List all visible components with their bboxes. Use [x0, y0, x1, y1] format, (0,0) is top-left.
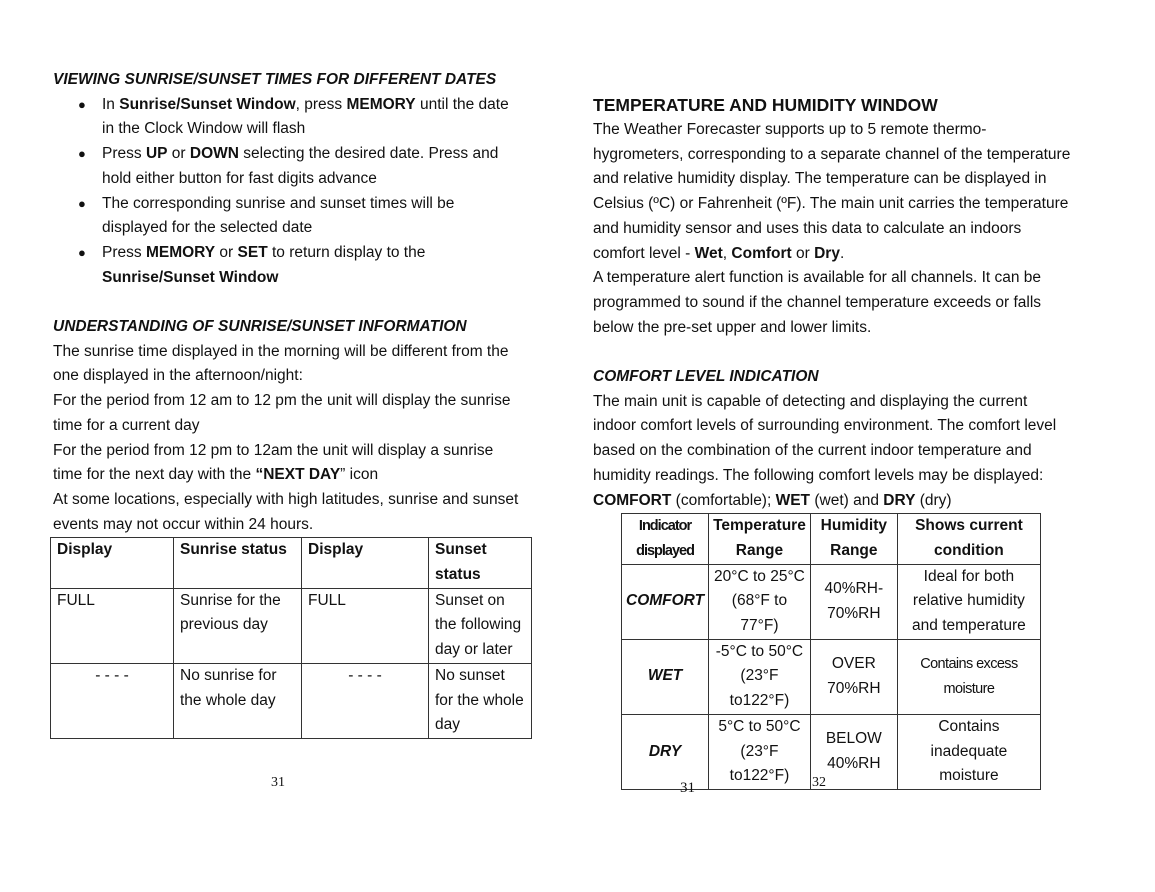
table-cell: - - - -	[51, 663, 174, 738]
table-cell: DRY	[622, 714, 709, 789]
text: until the date in the Clock Window will flash	[102, 95, 509, 138]
text: to return display to the	[267, 243, 426, 261]
table-cell: Sunset on the following day or later	[429, 588, 532, 663]
bold-text: Wet	[694, 244, 723, 262]
table-cell: OVER 70%RH	[810, 639, 897, 714]
bold-text: SET	[237, 243, 268, 261]
bold-text: UP	[145, 145, 168, 163]
table-row	[622, 639, 1041, 714]
bold-text: Sunrise/Sunset Window	[119, 95, 296, 113]
text: The corresponding sunrise and sunset times will be displayed for the selected date	[102, 194, 455, 237]
paragraph	[593, 118, 1073, 266]
section-heading-comfort: COMFORT LEVEL INDICATION	[593, 368, 819, 386]
text: (comfortable);	[671, 491, 776, 509]
bold-text: Comfort	[731, 244, 792, 262]
table-cell: Contains inadequate moisture	[897, 714, 1040, 789]
right-page	[593, 92, 1073, 790]
bullet-icon: ●	[78, 96, 86, 112]
column-header: Humidity Range	[810, 514, 897, 564]
list-item	[78, 93, 523, 142]
page-number-left: 31	[271, 775, 285, 790]
column-header: Indicator displayed	[622, 514, 709, 564]
table-cell: FULL	[302, 588, 429, 663]
column-header: Display	[51, 538, 174, 588]
comfort-level-table	[621, 513, 1041, 790]
text: or	[167, 145, 190, 163]
bold-text: Dry	[814, 244, 840, 262]
text: (wet) and	[810, 491, 884, 509]
table-cell: FULL	[51, 588, 174, 663]
column-header: Sunset status	[429, 538, 532, 588]
column-header: Display	[302, 538, 429, 588]
bold-text: MEMORY	[346, 95, 416, 113]
instruction-list	[53, 93, 523, 291]
text: (dry)	[915, 491, 952, 509]
list-item	[78, 192, 523, 241]
column-header: Shows current condition	[897, 514, 1040, 564]
sunrise-sunset-table	[50, 537, 532, 739]
section-heading-sunrise-dates: VIEWING SUNRISE/SUNSET TIMES FOR DIFFERENT DATES	[53, 71, 497, 88]
column-header: Sunrise status	[174, 538, 302, 588]
bold-text: Sunrise/Sunset Window	[102, 268, 279, 286]
table-row	[622, 564, 1041, 639]
table-cell: BELOW 40%RH	[810, 714, 897, 789]
paragraph: At some locations, especially with high latitudes, sunrise and sunset events may not occur within 24 hours.	[53, 490, 519, 533]
bullet-icon: ●	[78, 244, 86, 260]
table-cell: Contains excess moisture	[897, 639, 1040, 714]
table-cell: COMFORT	[622, 564, 709, 639]
column-header: Temperature Range	[709, 514, 811, 564]
text: The main unit is capable of detecting and displaying the current indoor comfort levels of surrounding environment. The comfort level based on the combination of the current indoor temperature and humidity readings. The following comfort levels may be displayed:	[593, 392, 1057, 484]
table-cell: No sunrise for the whole day	[174, 663, 302, 738]
paragraph: For the period from 12 am to 12 pm the unit will display the sunrise time for a current day	[53, 392, 511, 434]
table-cell: 20°C to 25°C (68°F to 77°F)	[709, 564, 811, 639]
list-item	[78, 142, 523, 191]
table-cell: - - - -	[302, 663, 429, 738]
paragraph	[593, 390, 1073, 514]
table-cell: -5°C to 50°C (23°F to122°F)	[709, 639, 811, 714]
text: selecting the desired date. Press and hold either button for fast digits advance	[102, 145, 499, 187]
table-cell: 40%RH- 70%RH	[810, 564, 897, 639]
text: .	[839, 244, 845, 262]
table-row	[51, 663, 532, 738]
bullet-icon: ●	[78, 195, 86, 211]
paragraph: The sunrise time displayed in the morning will be different from the one displayed in the afternoon/night:	[53, 342, 509, 385]
text: Press	[102, 243, 146, 261]
bold-text: DOWN	[189, 145, 239, 163]
left-page	[53, 68, 523, 739]
paragraph: A temperature alert function is available for all channels. It can be programmed to sound if the channel temperature exceeds or falls below the pre-set upper and lower limits.	[593, 269, 1042, 336]
bullet-icon: ●	[78, 146, 86, 162]
section-heading-sunrise-info: UNDERSTANDING OF SUNRISE/SUNSET INFORMATION	[53, 318, 467, 336]
page-number-right: 32	[812, 775, 826, 790]
paragraph	[53, 439, 523, 488]
text: In	[102, 95, 120, 113]
table-header-row	[51, 538, 532, 588]
text: or	[791, 244, 815, 262]
table-header-row	[622, 514, 1041, 564]
text: Press	[102, 145, 146, 163]
bold-text: COMFORT	[593, 491, 672, 509]
text: , press	[295, 95, 347, 113]
text: For the period from 12 pm to 12am the unit will display a sunrise time for the next day with the	[53, 441, 494, 484]
table-cell: Ideal for both relative humidity and temperature	[897, 564, 1040, 639]
table-cell: Sunrise for the previous day	[174, 588, 302, 663]
list-item	[78, 241, 523, 290]
table-cell: 5°C to 50°C (23°F to122°F)	[709, 714, 811, 789]
table-cell: WET	[622, 639, 709, 714]
text: The Weather Forecaster supports up to 5 remote thermo-hygrometers, corresponding to a separate channel of the temperature and relative humidity display. The temperature can be displayed in Celsius (ºC) or Fahrenheit (ºF). The main unit carries the temperature and humidity sensor and uses this data to calculate an indoors comfort level -	[593, 121, 1071, 262]
bold-text: DRY	[883, 491, 916, 509]
table-cell: No sunset for the whole day	[429, 663, 532, 738]
text: ” icon	[340, 466, 379, 484]
table-row	[51, 588, 532, 663]
text: or	[215, 243, 238, 261]
page-number-center: 31	[680, 780, 695, 796]
next-day-label: “NEXT DAY	[255, 466, 341, 484]
bold-text: WET	[775, 491, 811, 509]
text: ,	[722, 244, 732, 262]
page-title: TEMPERATURE AND HUMIDITY WINDOW	[593, 95, 938, 115]
bold-text: MEMORY	[145, 243, 216, 261]
